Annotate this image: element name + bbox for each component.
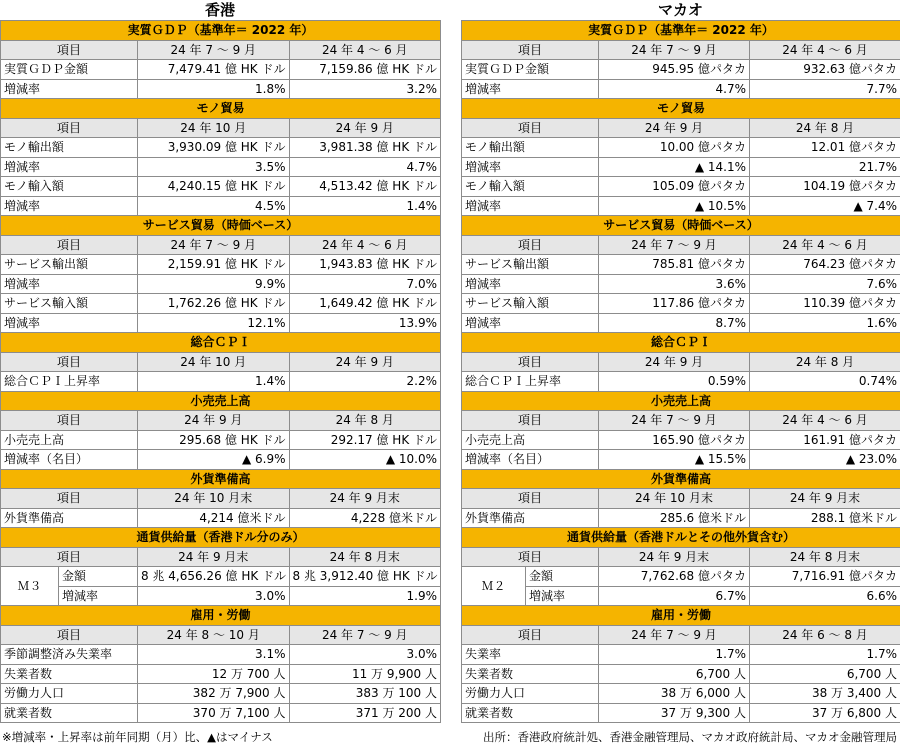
group-label: Ｍ３ [1,567,59,606]
column-header-item: 項目 [1,118,138,138]
table-row [462,567,900,587]
column-header-previous: 24 年 8 月末 [750,547,900,567]
table-row [462,703,900,723]
value-current: 1.8% [138,79,290,99]
value-previous: 1.6% [750,313,900,333]
table-row [1,196,441,216]
section-title: 総合ＣＰＩ [462,333,900,353]
value-current: 117.86 億パタカ [599,294,750,314]
value-current: 6,700 人 [599,664,750,684]
column-header-row [1,411,441,431]
group-label: Ｍ２ [462,567,526,606]
row-label: 実質ＧＤＰ金額 [462,60,599,80]
column-header-previous: 24 年 4 ～ 6 月 [750,40,900,60]
table-row [1,703,441,723]
value-previous: 292.17 億 HK ドル [289,430,441,450]
row-label: 金額 [526,567,599,587]
row-label: 増減率 [59,586,138,606]
value-current: 295.68 億 HK ドル [138,430,290,450]
row-label: 総合ＣＰＩ上昇率 [1,372,138,392]
row-label: 増減率 [462,274,599,294]
column-header-previous: 24 年 8 月 [750,352,900,372]
hongkong-table [0,20,441,723]
value-current: ▲ 14.1% [599,157,750,177]
table-row [1,157,441,177]
macau-title: マカオ [657,1,703,19]
row-label: 実質ＧＤＰ金額 [1,60,138,80]
section-title: 雇用・労働 [462,606,900,626]
section-header-row [462,333,900,353]
table-row [462,294,900,314]
column-header-previous: 24 年 9 月末 [289,489,441,509]
value-previous: 12.01 億パタカ [750,138,900,158]
value-previous: 104.19 億パタカ [750,177,900,197]
value-current: 8.7% [599,313,750,333]
table-row [462,586,900,606]
value-current: ▲ 6.9% [138,450,290,470]
table-row [462,138,900,158]
column-header-row [1,625,441,645]
section-title: 小売売上高 [462,391,900,411]
section-title: サービス貿易（時価ベース） [462,216,900,236]
value-previous: 3.2% [289,79,441,99]
section-title: 雇用・労働 [1,606,441,626]
row-label: サービス輸出額 [462,255,599,275]
value-previous: 1,943.83 億 HK ドル [289,255,441,275]
column-header-item: 項目 [1,489,138,509]
value-previous: 7.6% [750,274,900,294]
table-row [462,313,900,333]
value-current: 38 万 6,000 人 [599,684,750,704]
value-current: 3.6% [599,274,750,294]
row-label: サービス輸出額 [1,255,138,275]
value-previous: ▲ 23.0% [750,450,900,470]
section-header-row [462,606,900,626]
value-previous: 11 万 9,900 人 [289,664,441,684]
column-header-row [1,352,441,372]
row-label: 増減率 [462,313,599,333]
value-current: 8 兆 4,656.26 億 HK ドル [138,567,290,587]
column-header-current: 24 年 9 月 [138,411,290,431]
column-header-current: 24 年 7 ～ 9 月 [599,40,750,60]
row-label: モノ輸入額 [1,177,138,197]
row-label: 外貨準備高 [1,508,138,528]
column-header-current: 24 年 7 ～ 9 月 [138,235,290,255]
table-row [1,138,441,158]
table-row [462,177,900,197]
table-row [1,274,441,294]
value-current: 1.4% [138,372,290,392]
column-header-current: 24 年 9 月 [599,118,750,138]
column-header-row [462,118,900,138]
row-label: 増減率 [1,274,138,294]
row-label: サービス輸入額 [1,294,138,314]
section-title: 通貨供給量（香港ドル分のみ） [1,528,441,548]
value-current: 0.59% [599,372,750,392]
footnote-note: ※増減率・上昇率は前年同期（月）比、▲はマイナス [2,730,273,744]
row-label: 増減率 [462,196,599,216]
column-header-previous: 24 年 9 月 [289,118,441,138]
value-previous: 38 万 3,400 人 [750,684,900,704]
value-previous: 288.1 億米ドル [750,508,900,528]
section-title: 実質ＧＤＰ（基準年＝ 2022 年） [1,21,441,41]
value-previous: 383 万 100 人 [289,684,441,704]
value-current: 1.7% [599,645,750,665]
column-header-item: 項目 [462,489,599,509]
row-label: 増減率 [1,313,138,333]
value-current: 4,214 億米ドル [138,508,290,528]
value-current: 785.81 億パタカ [599,255,750,275]
column-header-row [462,489,900,509]
value-previous: 4,228 億米ドル [289,508,441,528]
column-header-item: 項目 [462,235,599,255]
row-label: 金額 [59,567,138,587]
value-current: 105.09 億パタカ [599,177,750,197]
value-current: 4,240.15 億 HK ドル [138,177,290,197]
value-current: 3,930.09 億 HK ドル [138,138,290,158]
section-header-row [462,391,900,411]
value-previous: 8 兆 3,912.40 億 HK ドル [289,567,441,587]
value-previous: 161.91 億パタカ [750,430,900,450]
section-title: 小売売上高 [1,391,441,411]
column-header-current: 24 年 7 ～ 9 月 [138,40,290,60]
value-previous: 4,513.42 億 HK ドル [289,177,441,197]
section-title: モノ貿易 [1,99,441,119]
column-header-row [1,547,441,567]
footnote-source: 出所：香港政府統計処、香港金融管理局、マカオ政府統計局、マカオ金融管理局 [483,730,897,744]
value-previous: 932.63 億パタカ [750,60,900,80]
value-previous: 13.9% [289,313,441,333]
value-previous: 1,649.42 億 HK ドル [289,294,441,314]
column-header-item: 項目 [462,547,599,567]
table-row [1,313,441,333]
table-row [1,255,441,275]
value-current: 382 万 7,900 人 [138,684,290,704]
row-label: 小売売上高 [1,430,138,450]
column-header-row [462,411,900,431]
value-previous: 37 万 6,800 人 [750,703,900,723]
section-header-row [462,21,900,41]
value-current: 7,762.68 億パタカ [599,567,750,587]
section-header-row [462,99,900,119]
value-current: 3.1% [138,645,290,665]
value-current: 370 万 7,100 人 [138,703,290,723]
row-label: 増減率 [526,586,599,606]
column-header-previous: 24 年 6 ～ 8 月 [750,625,900,645]
table-row [462,664,900,684]
row-label: 増減率 [1,157,138,177]
section-header-row [1,606,441,626]
value-current: 12 万 700 人 [138,664,290,684]
table-row [462,372,900,392]
value-current: ▲ 15.5% [599,450,750,470]
column-header-current: 24 年 9 月末 [599,547,750,567]
hongkong-title: 香港 [204,1,235,19]
row-label: 増減率（名目） [462,450,599,470]
value-previous: 371 万 200 人 [289,703,441,723]
table-row [1,664,441,684]
value-previous: 4.7% [289,157,441,177]
column-header-row [1,118,441,138]
value-current: 7,479.41 億 HK ドル [138,60,290,80]
value-previous: ▲ 10.0% [289,450,441,470]
column-header-row [462,547,900,567]
column-header-previous: 24 年 4 ～ 6 月 [289,235,441,255]
section-title: 外貨準備高 [1,469,441,489]
column-header-row [462,40,900,60]
column-header-item: 項目 [462,352,599,372]
column-header-item: 項目 [1,40,138,60]
value-previous: 7.7% [750,79,900,99]
table-row [462,157,900,177]
table-row [1,586,441,606]
table-row [462,255,900,275]
column-header-previous: 24 年 9 月末 [750,489,900,509]
column-header-item: 項目 [462,40,599,60]
value-current: 1,762.26 億 HK ドル [138,294,290,314]
table-row [1,450,441,470]
row-label: 増減率 [462,79,599,99]
table-row [1,684,441,704]
column-header-item: 項目 [462,411,599,431]
column-header-previous: 24 年 9 月 [289,352,441,372]
table-row [462,196,900,216]
value-current: 12.1% [138,313,290,333]
section-title: 総合ＣＰＩ [1,333,441,353]
section-title: 外貨準備高 [462,469,900,489]
column-header-current: 24 年 8 ～ 10 月 [138,625,290,645]
value-previous: 764.23 億パタカ [750,255,900,275]
value-previous: 6,700 人 [750,664,900,684]
macau-table [461,20,900,723]
section-header-row [462,528,900,548]
value-current: 37 万 9,300 人 [599,703,750,723]
column-header-item: 項目 [1,235,138,255]
table-row [462,645,900,665]
section-title: 通貨供給量（香港ドルとその他外貨含む） [462,528,900,548]
table-row [1,177,441,197]
row-label: 増減率 [1,79,138,99]
section-header-row [462,469,900,489]
value-previous: ▲ 7.4% [750,196,900,216]
column-header-current: 24 年 10 月 [138,118,290,138]
table-row [1,508,441,528]
row-label: 失業者数 [462,664,599,684]
table-row [462,508,900,528]
section-title: モノ貿易 [462,99,900,119]
row-label: モノ輸出額 [462,138,599,158]
value-previous: 6.6% [750,586,900,606]
column-header-previous: 24 年 4 ～ 6 月 [750,411,900,431]
table-row [462,274,900,294]
section-title: サービス貿易（時価ベース） [1,216,441,236]
value-current: 9.9% [138,274,290,294]
row-label: 労働力人口 [462,684,599,704]
row-label: 小売売上高 [462,430,599,450]
column-header-current: 24 年 10 月末 [599,489,750,509]
section-header-row [1,21,441,41]
value-current: 3.0% [138,586,290,606]
row-label: サービス輸入額 [462,294,599,314]
value-current: 3.5% [138,157,290,177]
section-header-row [1,99,441,119]
section-header-row [1,216,441,236]
column-header-item: 項目 [1,411,138,431]
table-row [462,60,900,80]
value-current: 285.6 億米ドル [599,508,750,528]
row-label: 増減率（名目） [1,450,138,470]
row-label: モノ輸出額 [1,138,138,158]
table-row [1,430,441,450]
value-previous: 3.0% [289,645,441,665]
row-label: 増減率 [462,157,599,177]
section-header-row [462,216,900,236]
section-header-row [1,469,441,489]
value-previous: 3,981.38 億 HK ドル [289,138,441,158]
value-current: 4.5% [138,196,290,216]
row-label: 失業率 [462,645,599,665]
row-label: モノ輸入額 [462,177,599,197]
value-current: 2,159.91 億 HK ドル [138,255,290,275]
row-label: 外貨準備高 [462,508,599,528]
value-current: ▲ 10.5% [599,196,750,216]
column-header-current: 24 年 7 ～ 9 月 [599,411,750,431]
value-previous: 7,159.86 億 HK ドル [289,60,441,80]
row-label: 就業者数 [1,703,138,723]
value-previous: 1.7% [750,645,900,665]
section-header-row [1,391,441,411]
table-row [1,567,441,587]
table-row [462,79,900,99]
value-previous: 1.4% [289,196,441,216]
row-label: 総合ＣＰＩ上昇率 [462,372,599,392]
value-current: 945.95 億パタカ [599,60,750,80]
column-header-previous: 24 年 8 月末 [289,547,441,567]
table-row [1,372,441,392]
table-row [1,60,441,80]
table-row [462,684,900,704]
value-previous: 0.74% [750,372,900,392]
table-row [462,450,900,470]
value-previous: 21.7% [750,157,900,177]
column-header-row [1,40,441,60]
row-label: 季節調整済み失業率 [1,645,138,665]
column-header-row [462,235,900,255]
value-current: 4.7% [599,79,750,99]
row-label: 労働力人口 [1,684,138,704]
column-header-current: 24 年 9 月末 [138,547,290,567]
column-header-item: 項目 [1,625,138,645]
column-header-previous: 24 年 4 ～ 6 月 [750,235,900,255]
column-header-item: 項目 [462,625,599,645]
column-header-current: 24 年 9 月 [599,352,750,372]
column-header-previous: 24 年 8 月 [289,411,441,431]
section-header-row [1,333,441,353]
value-current: 10.00 億パタカ [599,138,750,158]
column-header-row [1,235,441,255]
value-current: 165.90 億パタカ [599,430,750,450]
value-previous: 2.2% [289,372,441,392]
table-row [1,79,441,99]
column-header-item: 項目 [462,118,599,138]
column-header-row [1,489,441,509]
row-label: 増減率 [1,196,138,216]
section-header-row [1,528,441,548]
value-previous: 110.39 億パタカ [750,294,900,314]
value-current: 6.7% [599,586,750,606]
value-previous: 7.0% [289,274,441,294]
section-title: 実質ＧＤＰ（基準年＝ 2022 年） [462,21,900,41]
value-previous: 1.9% [289,586,441,606]
row-label: 就業者数 [462,703,599,723]
column-header-row [462,352,900,372]
column-header-current: 24 年 7 ～ 9 月 [599,235,750,255]
column-header-item: 項目 [1,352,138,372]
column-header-previous: 24 年 7 ～ 9 月 [289,625,441,645]
column-header-row [462,625,900,645]
column-header-previous: 24 年 8 月 [750,118,900,138]
column-header-current: 24 年 7 ～ 9 月 [599,625,750,645]
column-header-current: 24 年 10 月 [138,352,290,372]
column-header-previous: 24 年 4 ～ 6 月 [289,40,441,60]
table-row [1,294,441,314]
column-header-item: 項目 [1,547,138,567]
table-row [462,430,900,450]
column-header-current: 24 年 10 月末 [138,489,290,509]
value-previous: 7,716.91 億パタカ [750,567,900,587]
row-label: 失業者数 [1,664,138,684]
table-row [1,645,441,665]
